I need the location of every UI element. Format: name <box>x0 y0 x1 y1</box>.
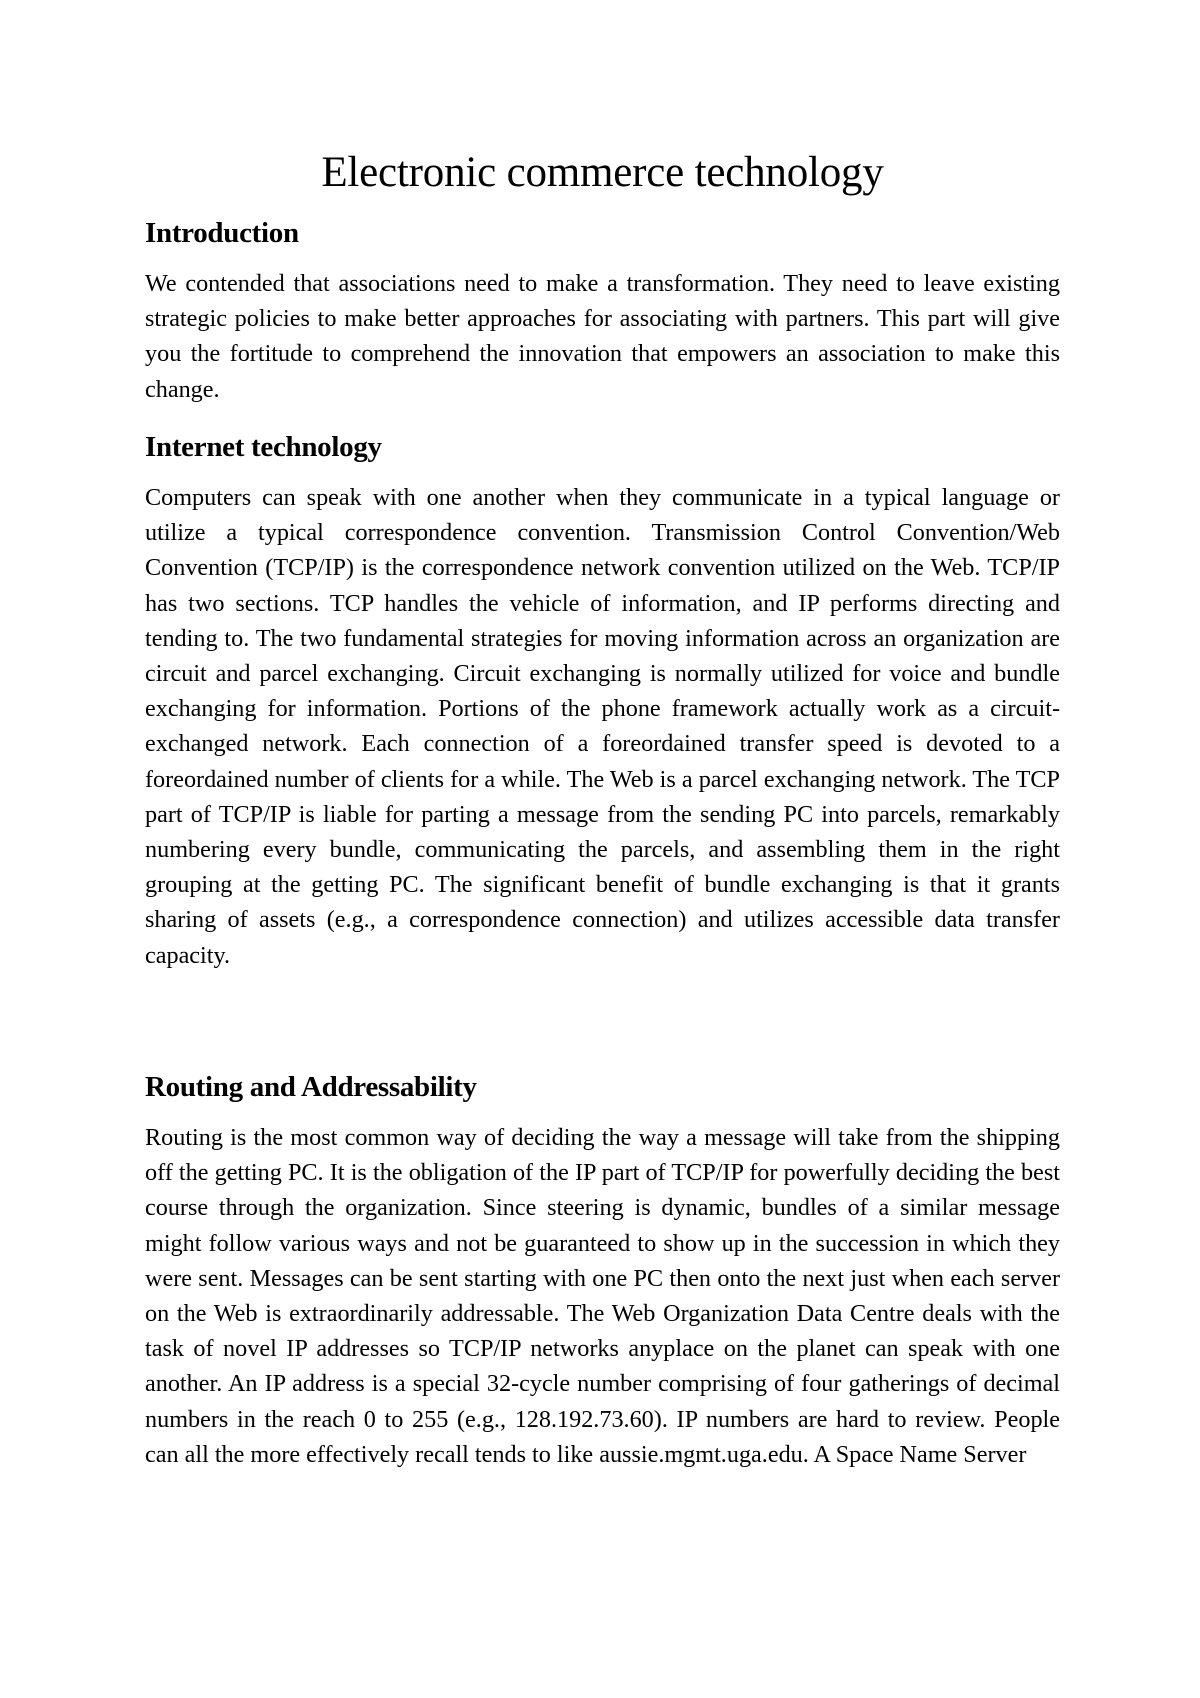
section-introduction <box>145 214 1060 407</box>
section-paragraph: Computers can speak with one another when they communicate in a typical language or utilize a typical correspondence convention. Transmission Control Convention/Web Convention (TCP/IP) is the correspondence network convention utilized on the Web. TCP/IP has two sections. TCP handles the vehicle of information, and IP performs directing and tending to. The two fundamental strategies for moving information across an organization are circuit and parcel exchanging. Circuit exchanging is normally utilized for voice and bundle exchanging for information. Portions of the phone framework actually work as a circuit-exchanged network. Each connection of a foreordained transfer speed is devoted to a foreordained number of clients for a while. The Web is a parcel exchanging network. The TCP part of TCP/IP is liable for parting a message from the sending PC into parcels, remarkably numbering every bundle, communicating the parcels, and assembling them in the right grouping at the getting PC. The significant benefit of bundle exchanging is that it grants sharing of assets (e.g., a correspondence connection) and utilizes accessible data transfer capacity. <box>145 484 1060 969</box>
section-routing-addressability <box>145 1068 1060 1472</box>
document-title: Electronic commerce technology <box>321 149 884 196</box>
section-heading: Internet technology <box>145 431 382 463</box>
section-heading: Routing and Addressability <box>145 1071 477 1103</box>
section-paragraph: We contended that associations need to make a transformation. They need to leave existing strategic policies to make better approaches for associating with partners. This part will give you the fortitude to comprehend the innovation that empowers an association to make this change. <box>145 270 1060 403</box>
section-heading: Introduction <box>145 217 299 249</box>
section-internet-technology <box>145 428 1060 973</box>
section-paragraph: Routing is the most common way of deciding the way a message will take from the shipping off the getting PC. It is the obligation of the IP part of TCP/IP for powerfully deciding the best course through the organization. Since steering is dynamic, bundles of a similar message might follow various ways and not be guaranteed to show up in the succession in which they were sent. Messages can be sent starting with one PC then onto the next just when each server on the Web is extraordinarily addressable. The Web Organization Data Centre deals with the task of novel IP addresses so TCP/IP networks anyplace on the planet can speak with one another. An IP address is a special 32-cycle number comprising of four gatherings of decimal numbers in the reach 0 to 255 (e.g., 128.192.73.60). IP numbers are hard to review. People can all the more effectively recall tends to like aussie.mgmt.uga.edu. A Space Name Server <box>145 1124 1060 1468</box>
